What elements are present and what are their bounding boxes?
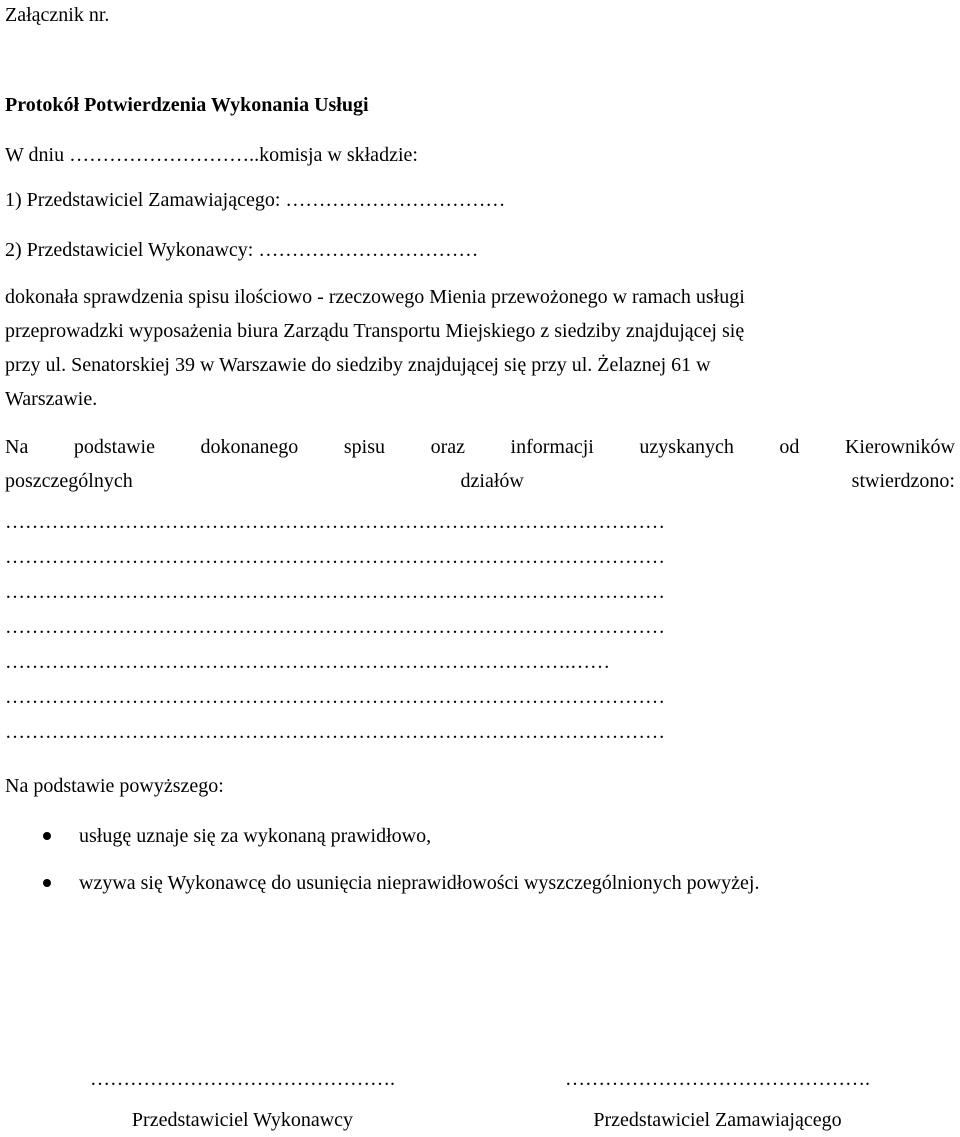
word: uzyskanych: [639, 436, 734, 458]
word: Na: [5, 436, 29, 458]
conclusion-item: usługę uznaje się za wykonaną prawidłowo,: [79, 825, 432, 847]
signature-line-contractor: ……………………………………….: [90, 1068, 395, 1090]
word: Kierowników: [844, 436, 955, 458]
dotted-fill-line: ………………………………………………………………………………………: [5, 686, 665, 708]
word: dokonanego: [200, 436, 299, 458]
body-text-line: przy ul. Senatorskiej 39 w Warszawie do siedziby znajdującej się przy ul. Żelaznej 61 w: [5, 354, 711, 376]
word: poszczególnych: [5, 470, 133, 492]
conclusion-item: wzywa się Wykonawcę do usunięcia nieprawidłowości wyszczególnionych powyżej.: [79, 872, 760, 894]
document-title: Protokół Potwierdzenia Wykonania Usługi: [5, 94, 369, 116]
bullet-icon: [43, 879, 51, 887]
dotted-fill-line: ………………………………………………………………………………………: [5, 546, 665, 568]
dotted-fill-line: ………………………………………………………………………………………: [5, 581, 665, 603]
signature-label-contractor: Przedstawiciel Wykonawcy: [131, 1109, 354, 1131]
dotted-fill-line: ………………………………………………………………………….……: [5, 651, 610, 673]
bullet-icon: [43, 832, 51, 840]
body-text-line: przeprowadzki wyposażenia biura Zarządu Transportu Miejskiego z siedziby znajdującej się: [5, 320, 745, 342]
word: od: [779, 436, 800, 458]
committee-member-ordering-party: 1) Przedstawiciel Zamawiającego: ……………………………: [5, 189, 506, 211]
dotted-fill-line: ………………………………………………………………………………………: [5, 511, 665, 533]
signature-label-ordering-party: Przedstawiciel Zamawiającego: [593, 1109, 842, 1131]
body-text-line: Warszawie.: [5, 388, 98, 410]
committee-member-contractor: 2) Przedstawiciel Wykonawcy: ……………………………: [5, 239, 479, 261]
signature-line-ordering-party: ……………………………………….: [565, 1068, 870, 1090]
conclusion-heading: Na podstawie powyższego:: [5, 775, 224, 797]
word: podstawie: [73, 436, 155, 458]
word: działów: [460, 470, 524, 492]
dotted-fill-line: ………………………………………………………………………………………: [5, 616, 665, 638]
word: oraz: [430, 436, 465, 458]
body-text-line: dokonała sprawdzenia spisu ilościowo - rzeczowego Mienia przewożonego w ramach usługi: [5, 286, 745, 308]
attachment-label: Załącznik nr.: [5, 4, 110, 26]
word: stwierdzono:: [851, 470, 955, 492]
basis-paragraph-line: [5, 471, 955, 491]
word: informacji: [510, 436, 594, 458]
dotted-fill-line: ………………………………………………………………………………………: [5, 721, 665, 743]
date-line: W dniu ………………………..komisja w składzie:: [5, 144, 418, 166]
word: spisu: [343, 436, 385, 458]
basis-paragraph-line: [5, 437, 955, 457]
